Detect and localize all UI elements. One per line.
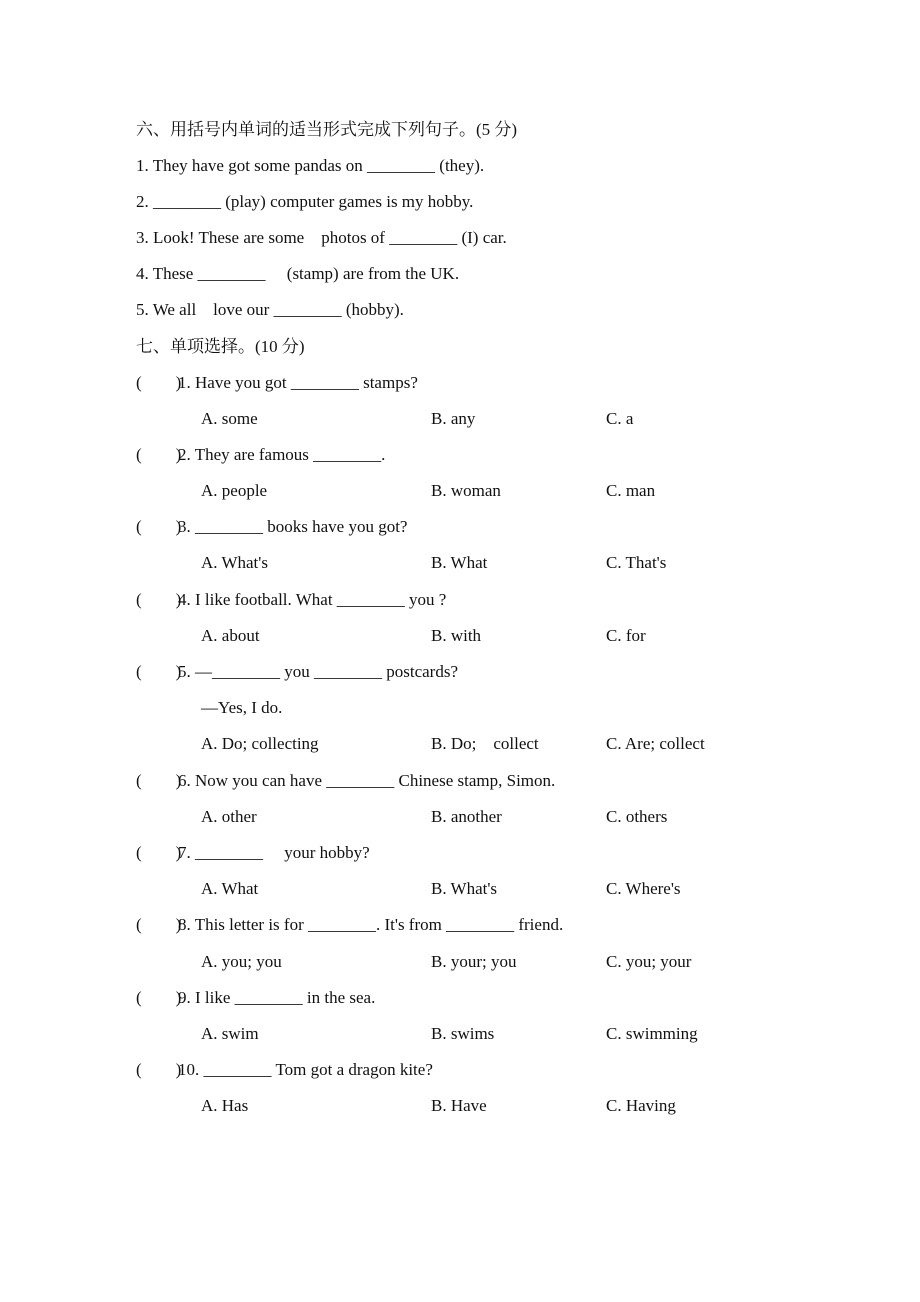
option-c: C. a <box>606 409 634 428</box>
option-a: A. other <box>201 807 257 826</box>
question-stem: 9. I like ________ in the sea. <box>178 988 376 1007</box>
options-8 <box>136 944 836 980</box>
option-b: B. Do; collect <box>431 734 539 753</box>
question-6 <box>136 763 836 799</box>
options-6 <box>136 799 836 835</box>
question-5-response <box>136 690 836 726</box>
option-a: A. What <box>201 879 259 898</box>
section6-heading: 六、用括号内单词的适当形式完成下列句子。(5 分) <box>136 120 518 139</box>
fill-in-item-2: 2. ________ (play) computer games is my hobby. <box>136 192 474 211</box>
option-b: B. with <box>431 626 482 645</box>
option-c: C. swimming <box>606 1024 698 1043</box>
answer-paren: ( ) <box>136 988 182 1007</box>
option-c: C. Where's <box>606 879 681 898</box>
answer-paren: ( ) <box>136 590 182 609</box>
options-7 <box>136 871 836 907</box>
options-5 <box>136 726 836 762</box>
option-c: C. you; your <box>606 952 692 971</box>
options-9 <box>136 1016 836 1052</box>
option-a: A. some <box>201 409 258 428</box>
question-stem: 3. ________ books have you got? <box>178 517 408 536</box>
options-4 <box>136 618 836 654</box>
option-c: C. That's <box>606 553 667 572</box>
fill-in-item-1: 1. They have got some pandas on ________ (they). <box>136 156 485 175</box>
option-a: A. What's <box>201 553 268 572</box>
question-stem: 8. This letter is for ________. It's from ________ friend. <box>178 915 564 934</box>
answer-paren: ( ) <box>136 445 182 464</box>
option-b: B. What <box>431 553 488 572</box>
option-a: A. you; you <box>201 952 282 971</box>
question-stem: 7. ________ your hobby? <box>178 843 370 862</box>
answer-paren: ( ) <box>136 843 182 862</box>
question-1 <box>136 365 836 401</box>
option-b: B. any <box>431 409 476 428</box>
options-3 <box>136 545 836 581</box>
answer-paren: ( ) <box>136 915 182 934</box>
question-2 <box>136 437 836 473</box>
option-a: A. about <box>201 626 260 645</box>
question-stem: 4. I like football. What ________ you ? <box>178 590 447 609</box>
question-stem: 10. ________ Tom got a dragon kite? <box>178 1060 433 1079</box>
question-9 <box>136 980 836 1016</box>
answer-paren: ( ) <box>136 771 182 790</box>
option-c: C. others <box>606 807 668 826</box>
option-c: C. Are; collect <box>606 734 705 753</box>
answer-paren: ( ) <box>136 373 182 392</box>
option-b: B. What's <box>431 879 498 898</box>
option-a: A. Has <box>201 1096 249 1115</box>
section7-heading: 七、单项选择。(10 分) <box>136 337 305 356</box>
option-c: C. Having <box>606 1096 676 1115</box>
question-3 <box>136 509 836 545</box>
option-a: A. Do; collecting <box>201 734 319 753</box>
question-stem: 6. Now you can have ________ Chinese stamp, Simon. <box>178 771 556 790</box>
question-stem: 5. —________ you ________ postcards? <box>178 662 459 681</box>
question-7 <box>136 835 836 871</box>
options-1 <box>136 401 836 437</box>
option-c: C. for <box>606 626 646 645</box>
fill-in-item-3: 3. Look! These are some photos of ________ (I) car. <box>136 228 507 247</box>
options-2 <box>136 473 836 509</box>
answer-paren: ( ) <box>136 1060 182 1079</box>
question-4 <box>136 582 836 618</box>
option-b: B. your; you <box>431 952 517 971</box>
option-a: A. swim <box>201 1024 259 1043</box>
option-b: B. woman <box>431 481 501 500</box>
options-10 <box>136 1088 836 1124</box>
fill-in-item-4: 4. These ________ (stamp) are from the UK. <box>136 264 460 283</box>
question-5 <box>136 654 836 690</box>
option-a: A. people <box>201 481 268 500</box>
option-b: B. another <box>431 807 502 826</box>
question-stem: 1. Have you got ________ stamps? <box>178 373 418 392</box>
answer-paren: ( ) <box>136 517 182 536</box>
answer-paren: ( ) <box>136 662 182 681</box>
option-b: B. swims <box>431 1024 495 1043</box>
question-10 <box>136 1052 836 1088</box>
option-c: C. man <box>606 481 656 500</box>
option-b: B. Have <box>431 1096 487 1115</box>
question-stem: 2. They are famous ________. <box>178 445 386 464</box>
question-8 <box>136 907 836 943</box>
dialogue-response: —Yes, I do. <box>201 698 283 717</box>
fill-in-item-5: 5. We all love our ________ (hobby). <box>136 300 404 319</box>
